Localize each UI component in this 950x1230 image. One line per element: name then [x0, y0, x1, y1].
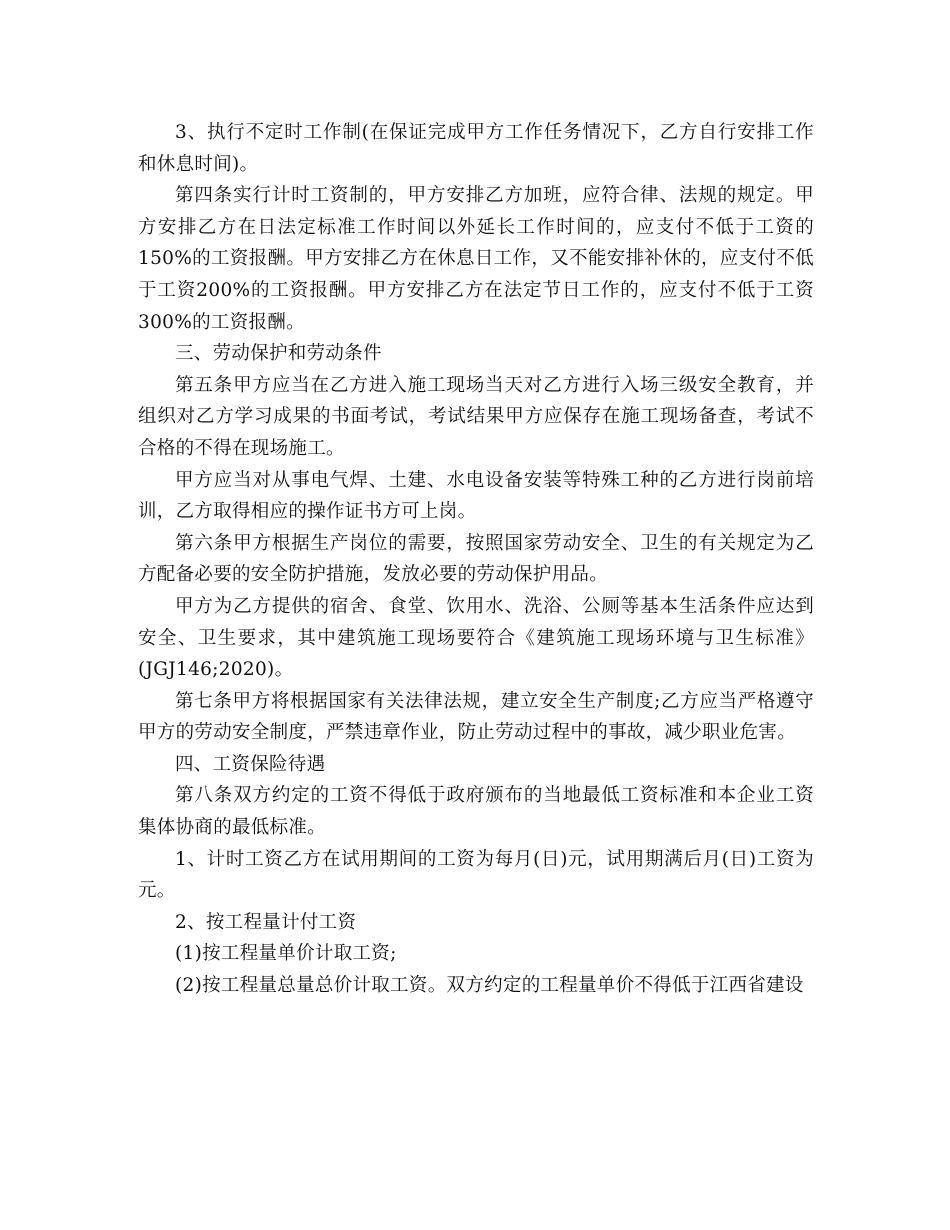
paragraph-living-conditions: 甲方为乙方提供的宿舍、食堂、饮用水、洗浴、公厕等基本生活条件应达到安全、卫生要求，其中建筑施工现场要符合《建筑施工现场环境与卫生标准》(JGJ146;2020)。 — [138, 595, 814, 681]
paragraph-special-training: 甲方应当对从事电气焊、土建、水电设备安装等特殊工种的乙方进行岗前培训，乙方取得相应的操作证书方可上岗。 — [138, 469, 814, 523]
paragraph-total-price: (2)按工程量总量总价计取工资。双方约定的工程量单价不得低于江西省建设 — [175, 975, 804, 997]
paragraph-time-wage: 1、计时工资乙方在试用期间的工资为每月(日)元，试用期满后月(日)工资为元。 — [138, 848, 814, 902]
paragraph-article-7: 第七条甲方将根据国家有关法律法规，建立安全生产制度;乙方应当严格遵守甲方的劳动安全制度，严禁违章作业，防止劳动过程中的事故，减少职业危害。 — [138, 690, 814, 744]
section-heading-wage-insurance: 四、工资保险待遇 — [175, 753, 326, 775]
document-body — [138, 117, 814, 1002]
paragraph-article-5: 第五条甲方应当在乙方进入施工现场当天对乙方进行入场三级安全教育，并组织对乙方学习成果的书面考试，考试结果甲方应保存在施工现场备查，考试不合格的不得在现场施工。 — [138, 374, 814, 459]
paragraph-article-4: 第四条实行计时工资制的，甲方安排乙方加班，应符合律、法规的规定。甲方安排乙方在日法定标准工作时间以外延长工作时间的，应支付不低于工资的 150%的工资报酬。甲方安排乙方在休息日工作，又不能安排补休的，应支付不低于工资200%的工资报酬。甲方安排乙方在法定节日工作的，应支付不低于工资 300%的工资报酬。 — [138, 185, 814, 333]
paragraph-unit-price: (1)按工程量单价计取工资; — [175, 943, 397, 965]
paragraph-piece-wage-heading: 2、按工程量计付工资 — [175, 911, 357, 933]
section-heading-labor-protection: 三、劳动保护和劳动条件 — [175, 343, 382, 365]
paragraph-work-schedule: 3、执行不定时工作制(在保证完成甲方工作任务情况下，乙方自行安排工作和休息时间)。 — [138, 122, 814, 175]
paragraph-article-8: 第八条双方约定的工资不得低于政府颁布的当地最低工资标准和本企业工资集体协商的最低标准。 — [138, 785, 814, 839]
paragraph-article-6: 第六条甲方根据生产岗位的需要，按照国家劳动安全、卫生的有关规定为乙方配备必要的安全防护措施，发放必要的劳动保护用品。 — [138, 532, 814, 586]
